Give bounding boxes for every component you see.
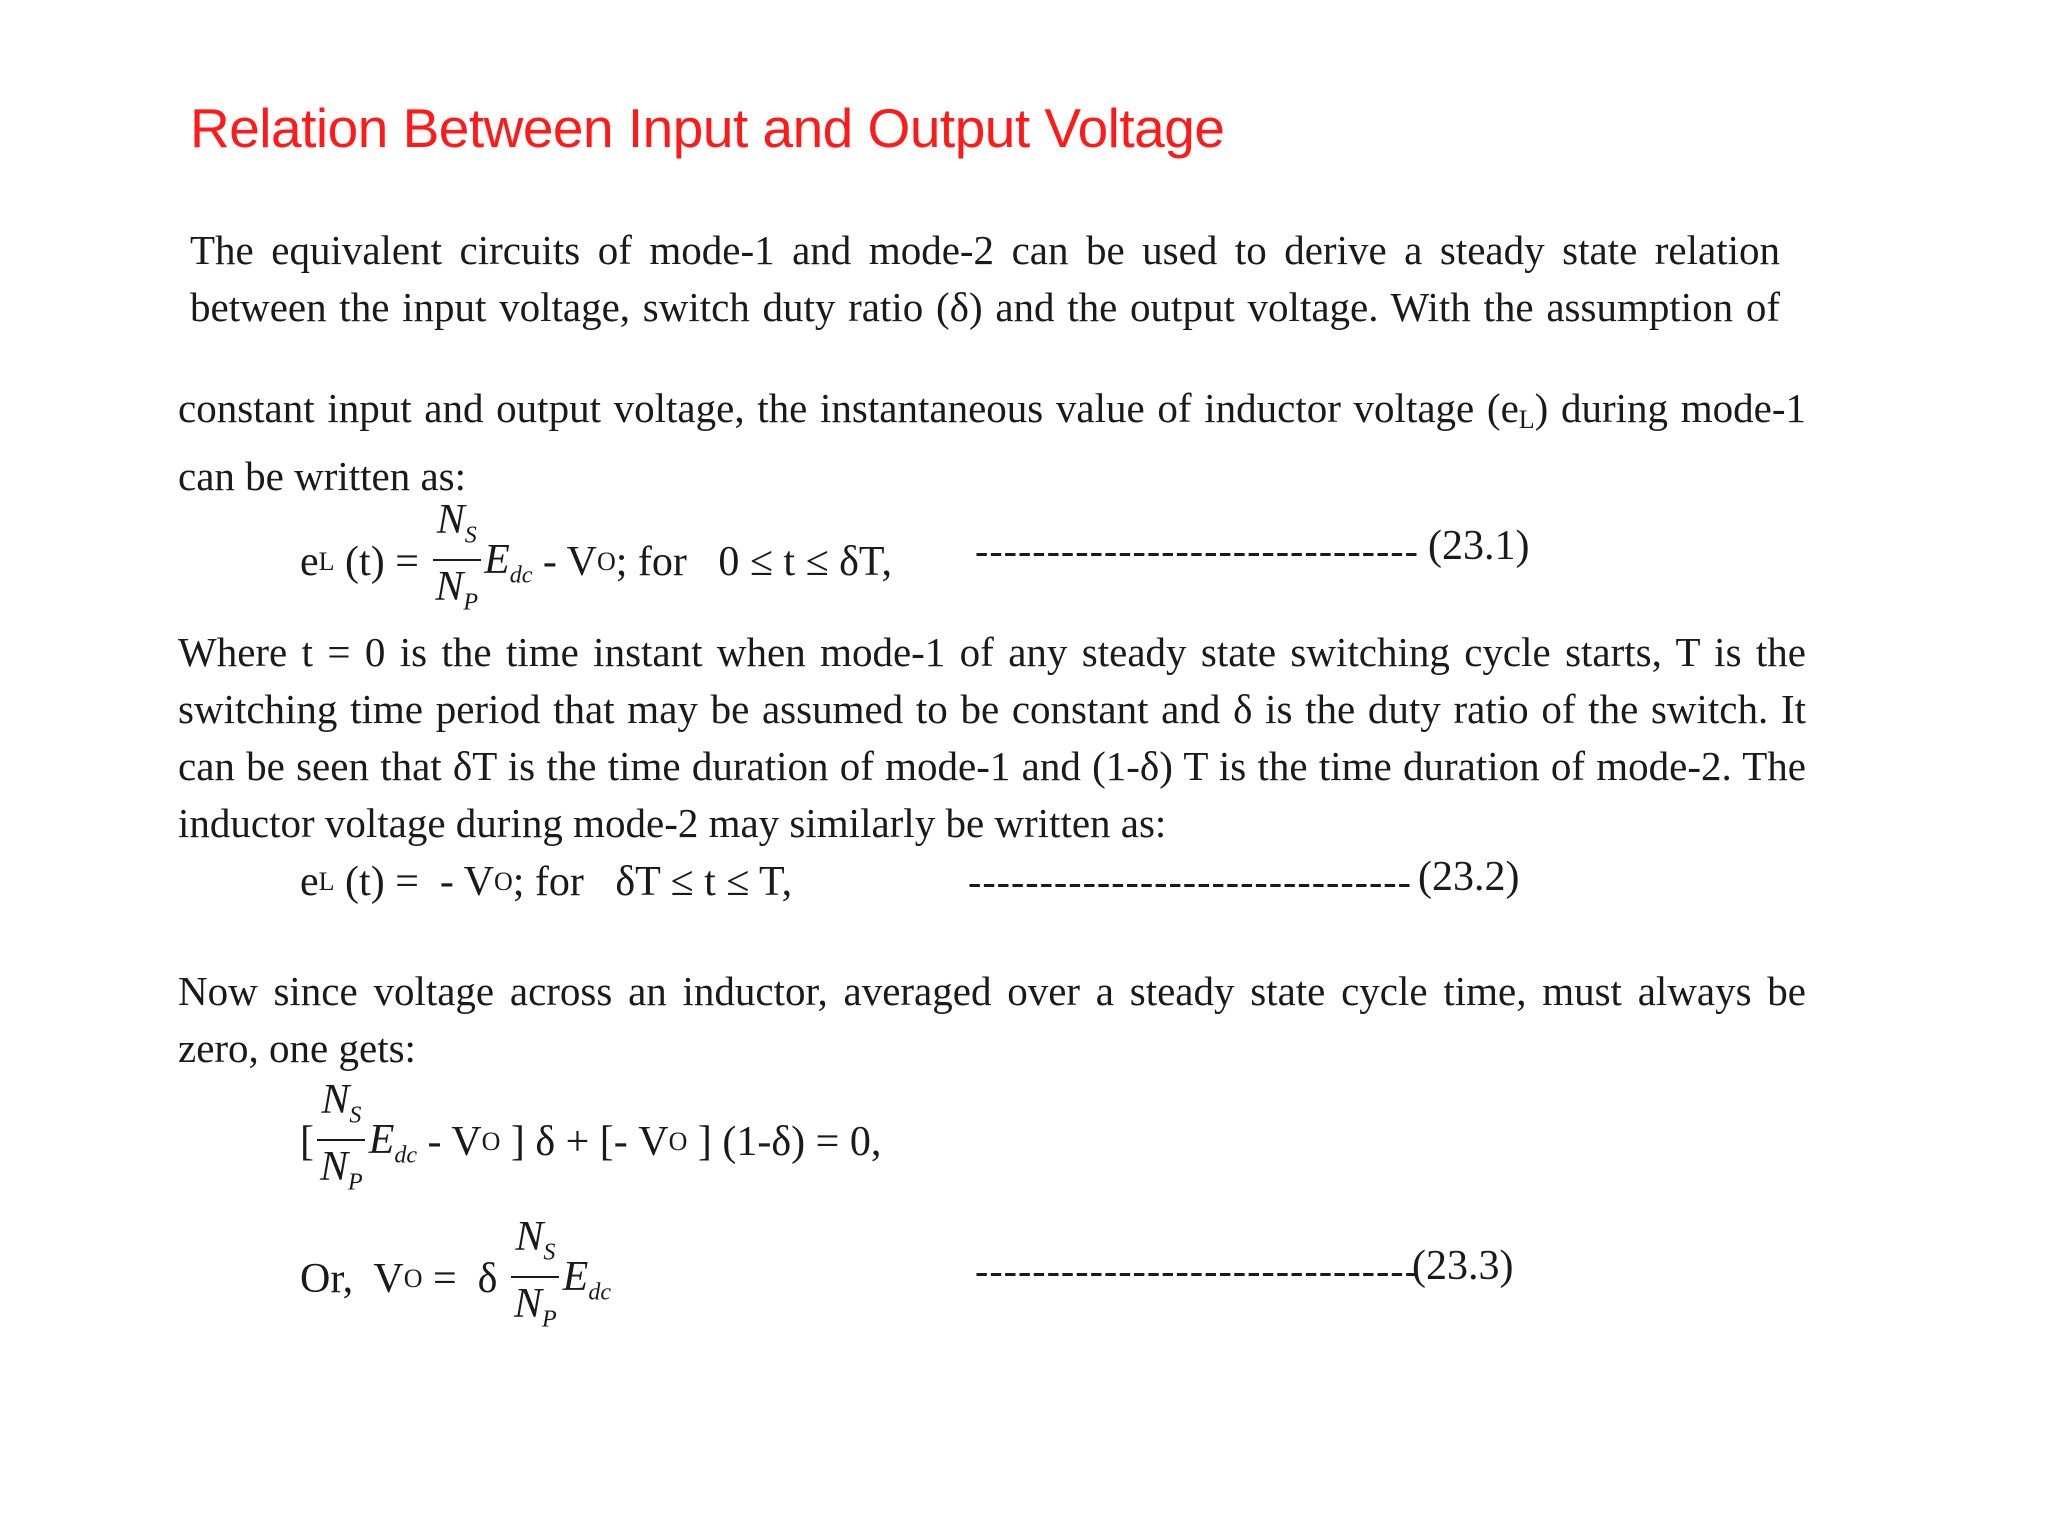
eq-lhs-rest: (t) = — [334, 539, 430, 586]
equation-balance — [300, 1078, 881, 1207]
fraction-ns-np — [316, 1078, 367, 1207]
eq-condition: ; for δT ≤ t ≤ T, — [512, 859, 793, 905]
equation-leader-dashes: ------------------------------- — [975, 1248, 1419, 1293]
edc-term: $E_{dc}$ — [562, 1253, 611, 1306]
eq-mid: = δ — [422, 1256, 508, 1303]
bracket-open: [ — [300, 1119, 314, 1166]
equation-leader-dashes: ------------------------------- — [975, 528, 1419, 573]
eq-lhs-rest: (t) = - V — [334, 859, 494, 905]
eq-lhs-sub: L — [318, 547, 335, 577]
minus-vo: - V — [532, 539, 597, 586]
eq-lhs-e: e — [300, 859, 319, 905]
equation-number: (23.1) — [1428, 523, 1530, 569]
equation-number: (23.3) — [1412, 1243, 1514, 1289]
vo-sub: O — [403, 1264, 423, 1294]
edc-term: $E_{dc}$ — [484, 536, 533, 589]
eq-part: ] δ + [- V — [500, 1119, 669, 1166]
vo-sub: O — [596, 547, 616, 577]
vo-sub: O — [493, 867, 513, 896]
edc-term: $E_{dc}$ — [368, 1116, 417, 1169]
fraction-ns-np — [510, 1215, 561, 1344]
paragraph-text: constant input and output voltage, the instantaneous value of inductor voltage (e — [178, 385, 1519, 431]
eq-lhs: Or, V — [300, 1256, 404, 1303]
paragraph-mode1-intro — [178, 380, 1806, 505]
fraction-numerator: $N_S$ — [511, 1215, 559, 1278]
eq-condition: ; for 0 ≤ t ≤ δT, — [615, 539, 892, 586]
paragraph-where: Where t = 0 is the time instant when mode-1 of any steady state switching cycle starts, T is the switching time period that may be assumed to be constant and δ is the duty ratio of the switch. It can be seen that δT is the time duration of mode-1 and (1-δ) T is the time duration of mode-2. The inductor voltage during mode-2 may similarly be written as: — [178, 629, 1806, 846]
equation-leader-dashes: ------------------------------- — [968, 859, 1412, 904]
eq-lhs-sub: L — [318, 867, 335, 896]
equation-number: (23.2) — [1418, 854, 1520, 900]
eq-part: - V — [417, 1119, 482, 1166]
paragraph-text: ) during mode-1 can be written as: — [178, 385, 1806, 499]
fraction-denominator: $N_P$ — [435, 564, 479, 616]
fraction-denominator: $N_P$ — [513, 1281, 557, 1333]
equation-23-2 — [300, 858, 792, 906]
fraction-ns-np — [431, 498, 482, 627]
vo-sub: O — [481, 1127, 501, 1157]
subscript: L — [1518, 405, 1535, 434]
equation-23-1 — [300, 498, 892, 627]
page-title: Relation Between Input and Output Voltage — [190, 97, 1225, 159]
vo-sub: O — [668, 1127, 688, 1157]
eq-part: ] (1-δ) = 0, — [687, 1119, 882, 1166]
equation-23-3 — [300, 1215, 611, 1344]
paragraph-intro: The equivalent circuits of mode-1 and mode-2 can be used to derive a steady state relation between the input voltage, switch duty ratio (δ) and the output voltage. With the assumption of — [190, 227, 1780, 330]
fraction-numerator: $N_S$ — [433, 498, 481, 561]
fraction-denominator: $N_P$ — [320, 1144, 363, 1196]
paragraph-average: Now since voltage across an inductor, averaged over a steady state cycle time, must always be zero, one gets: — [178, 968, 1806, 1071]
fraction-numerator: $N_S$ — [317, 1078, 365, 1141]
eq-lhs-e: e — [300, 539, 319, 586]
